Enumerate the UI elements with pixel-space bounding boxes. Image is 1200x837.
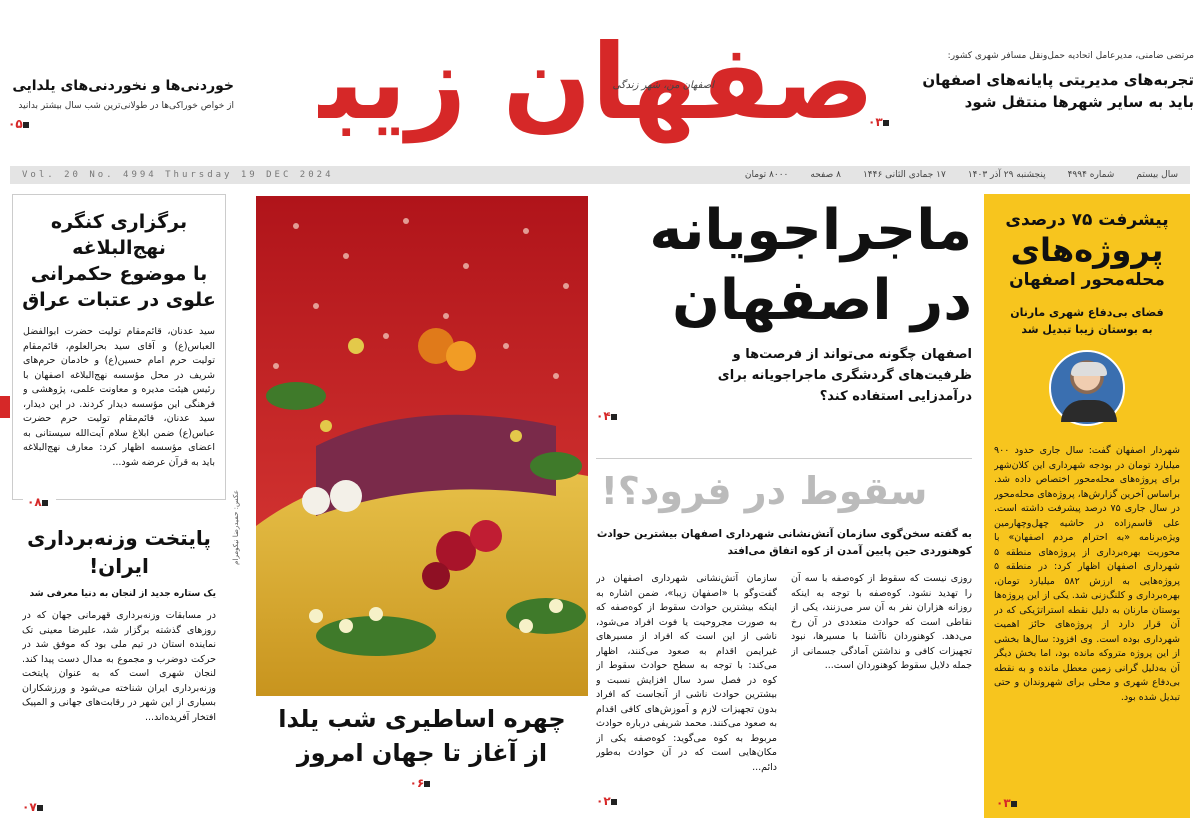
teaser-left-page: ۰۵ <box>8 117 234 131</box>
main-page-number: ۰۴ <box>596 409 972 423</box>
date-bar-price: ۸۰۰۰ تومان <box>744 170 789 180</box>
left-edge-tab <box>0 396 10 418</box>
photo-page-number: ۰۶ <box>256 776 588 790</box>
yellow-subhead: فضای بی‌دفاع شهری مارنان به بوستان زیبا تبدیل شد <box>1010 306 1164 336</box>
second-headline: سقوط در فرود؟! <box>600 469 928 513</box>
left1-body: سید عدنان، قائم‌مقام تولیت حضرت ابوالفضل العباس(ع) و آقای سید بحرالعلوم، قائم‌مقام تولیت حرم امام حسین(ع) و خادمان حرم‌های شریف در محل مؤسسه نهج‌البلاغه اصفهان با رئیس هیئت مدیره و معاونت علمی، پژوهشی و فرهنگی این مؤسسه دیدار کردند. در این دیدار، سید عدنان، قائم‌مقام تولیت حرم حضرت عباس(ع) ضمن ابلاغ سلام آیت‌الله سیستانی به اعضای مؤسسه اظهار کرد: معارف نهج‌البلاغه باید به قرآن عرضه شود... <box>23 326 215 468</box>
photo-caption-2: از آغاز تا جهان امروز <box>296 739 548 767</box>
top-left-teaser[interactable] <box>8 76 234 131</box>
yellow-body: شهردار اصفهان گفت: سال جاری حدود ۹۰۰ میلیارد تومان در بودجه شهرداری این کلان‌شهر برای پروژه‌های محله‌محور اختصاص داده شد. براساس آخرین گزارش‌ها، پروژه‌های محله‌محور در سال جاری ۷۵ درصد پیشرفت داشته است. علی قاسم‌زاده در حاشیه چهل‌وچهارمین ویژه‌برنامه «به احترام مردم اصفهان» با محوریت بهره‌برداری از پروژه‌های منطقه ۵ شهرداری اصفهان اظهار کرد: در منطقه ۵ پروژه‌هایی به ارزش ۵۸۲ میلیارد تومان، بهره‌برداری و کلنگ‌زنی شد. یکی از این پروژه‌ها بوستان مارنان به دلیل نقطه استراتژیکی که در آن قرار دارد از پروژه‌های حائز اهمیت شهرداری بوده است. وی افزود: سال‌ها بخشی از این پروژه متروکه مانده بود، اما بخش دیگر آن به‌دلیل گرانی زمین معطل مانده و به نقطه بی‌دفاع شهری و محلی برای شهروندان و حتی تبدیل شده بود. <box>994 445 1180 703</box>
top-right-teaser[interactable] <box>868 50 1194 129</box>
second-body-col-1: سازمان آتش‌نشانی شهرداری اصفهان در گفت‌وگو با «اصفهان زیبا»، ضمن اشاره به اینکه بیشترین حوادث سقوط از کوه‌صفه که به صورت مجروحیت یا فوت افراد می‌شود، ناشی از این است که افراد از مسیرهای غیرایمن اقدام به صعود می‌کنند، اظهار می‌کند: با توجه به سطح حوادث سقوط از کوه در فصل سرد سال افزایش نسبت و بیشترین حوادث ناشی از آنجاست که افراد بدون تجهیزات لازم و آموزش‌های کافی اقدام به صعود می‌کنند. محمد شریفی درباره حوادث مربوط به کوه می‌گوید: کوه‌صفه یکی از مکان‌هایی است که در آن حوادث به‌طور دائم... <box>596 573 777 773</box>
left2-headline-2: ایران! <box>89 554 149 578</box>
left1-headline-4: علوی در عتبات عراق <box>22 289 216 311</box>
yellow-page-number: ۰۳ <box>996 796 1021 810</box>
date-bar-issue: شماره ۴۹۹۴ <box>1067 170 1115 180</box>
left2-body: در مسابقات وزنه‌برداری قهرمانی جهان که در روزهای گذشته برگزار شد، علیرضا معینی تک نماینده استان در تیم ملی بود که موفق شد در حرکت دوضرب و مجموع به مدال دست پیدا کند. لنجان شهری است که به عنوان پایتخت وزنه‌برداری ایران شناخته می‌شود و ورزشکاران بسیاری از این شهر در رقابت‌های جهانی و المپیک افتخار آفریده‌اند... <box>22 610 216 723</box>
main-headline-1: ماجراجویانه <box>649 198 972 263</box>
date-bar-date: پنجشنبه ۲۹ آذر ۱۴۰۳ <box>967 170 1046 180</box>
teaser-left-headline: خوردنی‌ها و نخوردنی‌های یلدایی <box>12 78 234 94</box>
main-subhead: اصفهان چگونه می‌تواند از فرصت‌ها و ظرفیت‌های گردشگری ماجراجویانه برای درآمدزایی استفاده کند؟ <box>717 347 972 404</box>
portrait-suit <box>1061 400 1117 422</box>
teaser-headline-2: باید به سایر شهرها منتقل شود <box>964 93 1194 111</box>
date-bar-english: Vol. 20 No. 4994 Thursday 19 DEC 2024 <box>22 170 334 180</box>
portrait-hair <box>1071 362 1107 376</box>
yellow-headline-1: پیشرفت ۷۵ درصدی <box>1005 210 1169 230</box>
masthead-logo <box>318 0 878 150</box>
teaser-kicker: مرتضی ضامنی، مدیرعامل اتحادیه حمل‌ونقل مسافر شهری کشور: <box>947 51 1194 61</box>
photo-credit: عکس: حمیدرضا نیکومرام <box>232 490 240 565</box>
left1-headline-2: نهج‌البلاغه <box>72 237 166 259</box>
main-headline-2: در اصفهان <box>672 268 972 333</box>
svg-text:اصفهان زیبا: اصفهان زیب <box>324 21 878 143</box>
date-bar-pages: ۸ صفحه <box>810 170 841 180</box>
left2-subhead: یک ستاره جدید از لنجان به دنیا معرفی شد <box>29 589 216 599</box>
logo-graphic <box>318 0 878 150</box>
teaser-page-number: ۰۳ <box>868 115 1194 129</box>
left2-page-number: ۰۷ <box>22 800 47 814</box>
left1-page-number: ۰۸ <box>23 495 56 509</box>
masthead-tagline: اصفهان من، شهر زندگی <box>612 80 714 91</box>
second-body-col-2: روزی نیست که سقوط از کوه‌صفه با سه آن را تهدید نشود. کوه‌صفه با توجه به اینکه روزانه هزاران نفر به آن سر می‌زنند، یکی از نقاطی است که حوادث متعددی در آن رخ می‌دهد. کوهنوردان ناآشنا با مسیرها، نبود تجهیزات کافی و نداشتن آمادگی جسمانی از جمله دلایل سقوط کوهنوردان است... <box>791 573 972 671</box>
main-story[interactable] <box>596 196 972 423</box>
date-bar-hijri: ۱۷ جمادی الثانی ۱۴۴۶ <box>862 170 946 180</box>
portrait-photo <box>1049 350 1125 426</box>
second-story[interactable] <box>596 466 972 808</box>
teaser-headline-1: تجربه‌های مدیریتی پایانه‌های اصفهان <box>922 71 1194 89</box>
story-divider <box>596 458 972 459</box>
date-bar <box>10 166 1190 184</box>
photo-caption-1: چهره اساطیری شب یلدا <box>278 705 566 733</box>
yellow-feature-box[interactable] <box>984 194 1190 818</box>
second-page-number: ۰۲ <box>596 794 972 808</box>
photo-caption[interactable] <box>256 702 588 790</box>
left2-headline-1: پایتخت وزنه‌برداری <box>27 526 211 550</box>
yalda-photo-graphic <box>256 196 588 696</box>
left1-headline-3: با موضوع حکمرانی <box>30 263 208 285</box>
yellow-headline-3: محله‌محور اصفهان <box>1009 270 1165 290</box>
left1-headline-1: برگزاری کنگره <box>50 211 188 233</box>
second-subhead: به گفته سخن‌گوی سازمان آتش‌نشانی شهرداری اصفهان بیشترین حوادث کوهنوردی حین پایین آمدن از کوه اتفاق می‌افتد <box>596 528 972 557</box>
yalda-photo <box>256 196 588 696</box>
left-story-box-2[interactable] <box>12 510 226 818</box>
left-story-box-1[interactable] <box>12 194 226 509</box>
teaser-left-subhead: از خواص خوراکی‌ها در طولانی‌ترین شب سال بیشتر بدانید <box>18 101 234 111</box>
yellow-headline-2: پروژه‌های <box>1010 231 1164 269</box>
date-bar-year: سال بیستم <box>1136 170 1178 180</box>
